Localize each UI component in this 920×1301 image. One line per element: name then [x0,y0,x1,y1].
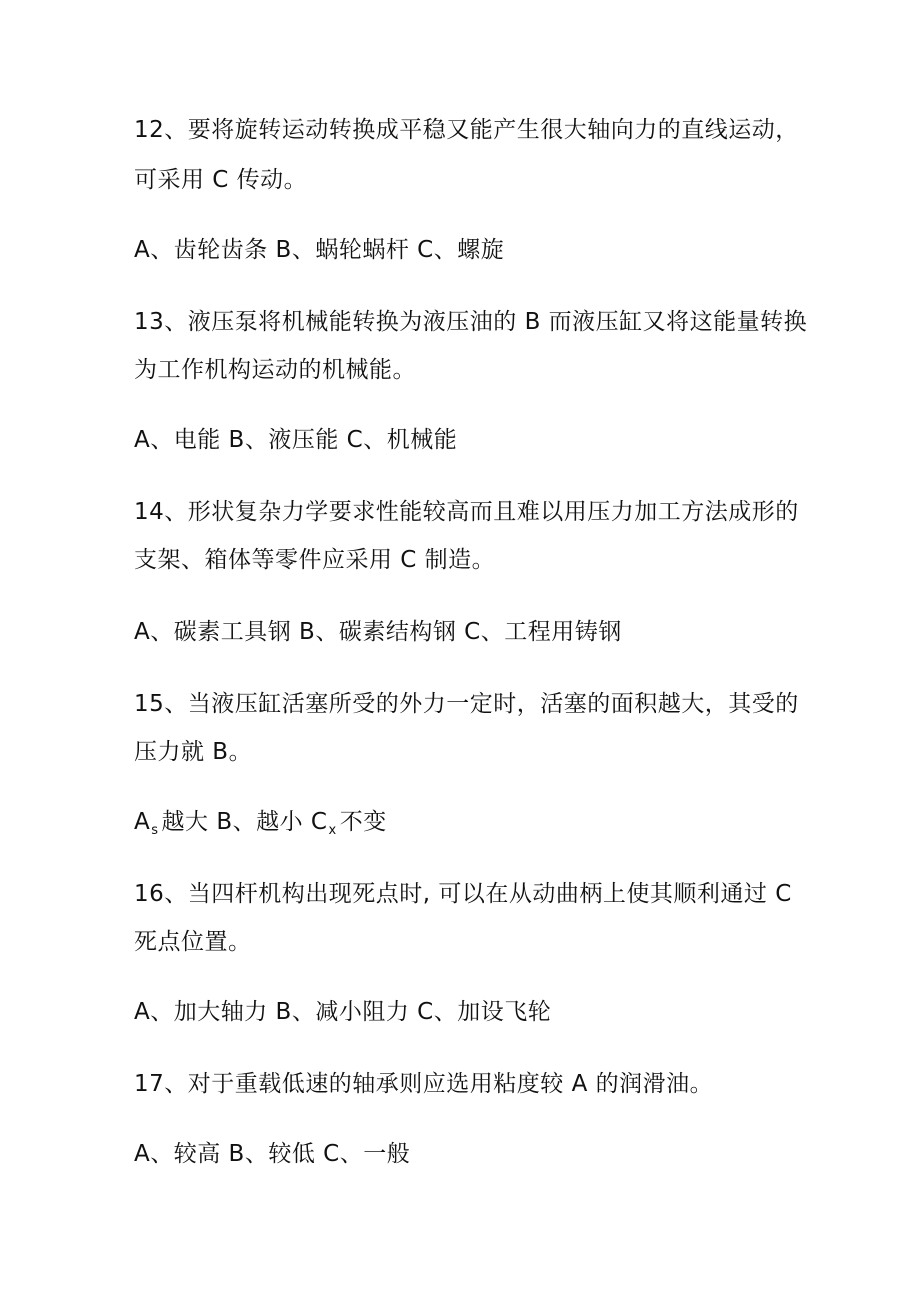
question-12-line-1: 12、要将旋转运动转换成平稳又能产生很大轴向力的直线运动， [134,117,799,143]
question-13-options: A、电能 B、液压能 C、机械能 [134,427,458,453]
question-15-line-1: 15、当液压缸活塞所受的外力一定时，活塞的面积越大，其受的 [134,691,799,717]
question-17-options: A、较高 B、较低 C、一般 [134,1141,411,1167]
option-c-text: 不变 [339,809,387,835]
question-13-line-2: 为工作机构运动的机械能。 [134,357,416,383]
question-13-line-1: 13、液压泵将机械能转换为液压油的 B 而液压缸又将这能量转换 [134,309,808,335]
question-15-options [134,808,387,840]
question-16-line-2: 死点位置。 [134,929,252,955]
question-12-options: A、齿轮齿条 B、蜗轮蜗杆 C、螺旋 [134,237,505,263]
option-a-letter: A [134,809,151,835]
question-12-line-2: 可采用 C 传动。 [134,167,308,193]
option-a-subscript: s [151,823,159,838]
question-15-line-2: 压力就 B。 [134,739,253,765]
option-a-b-text: 越大 B、越小 C [161,809,328,835]
question-16-options: A、加大轴力 B、减小阻力 C、加设飞轮 [134,999,552,1025]
question-16-line-1: 16、当四杆机构出现死点时, 可以在从动曲柄上使其顺利通过 C [134,881,792,907]
question-14-line-1: 14、形状复杂力学要求性能较高而且难以用压力加工方法成形的 [134,499,799,525]
question-14-options: A、碳素工具钢 B、碳素结构钢 C、工程用铸钢 [134,619,622,645]
question-17-line-1: 17、对于重载低速的轴承则应选用粘度较 A 的润滑油。 [134,1071,714,1097]
option-c-subscript: x [328,823,337,838]
question-14-line-2: 支架、箱体等零件应采用 C 制造。 [134,547,496,573]
